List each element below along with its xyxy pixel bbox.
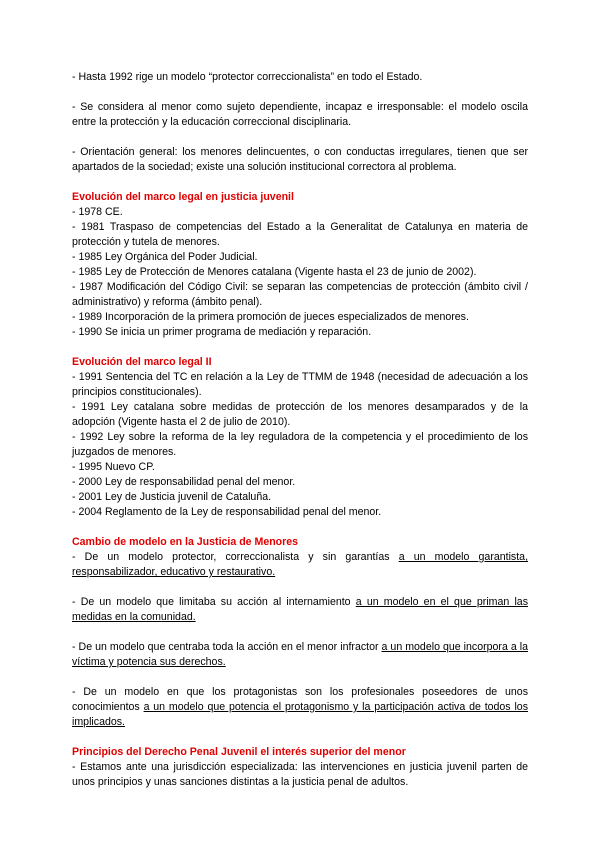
- list-item: - Estamos ante una jurisdicción especializada: las intervenciones en justicia juvenil parten de unos principios y unas sanciones distintas a la justicia penal de adultos.: [72, 761, 528, 788]
- list-item: - 1985 Ley Orgánica del Poder Judicial.: [72, 251, 258, 263]
- list-item: - 2000 Ley de responsabilidad penal del menor.: [72, 476, 296, 488]
- section-heading: Principios del Derecho Penal Juvenil el interés superior del menor: [72, 746, 406, 758]
- intro-paragraph-2: - Se considera al menor como sujeto dependiente, incapaz e irresponsable: el modelo oscila entre la protección y la educación correccional disciplinaria.: [72, 101, 528, 128]
- list-item: - 1987 Modificación del Código Civil: se separan las competencias de protección (ámbito civil / administrativo) y reforma (ámbito penal).: [72, 281, 528, 308]
- model-change-to: a un modelo garantista, responsabilizador, educativo y restaurativo.: [72, 551, 529, 578]
- list-item: - 1995 Nuevo CP.: [72, 461, 155, 473]
- section-heading: Evolución del marco legal II: [72, 356, 212, 368]
- list-item: - 1978 CE.: [72, 206, 123, 218]
- model-change-from: - De un modelo que limitaba su acción al internamiento: [72, 596, 356, 608]
- model-change-from: - De un modelo en que los protagonistas son los profesionales poseedores de unos conocimientos: [72, 686, 528, 713]
- list-item: - 1989 Incorporación de la primera promoción de jueces especializados de menores.: [72, 311, 469, 323]
- section-legal-framework-2: [72, 355, 528, 520]
- list-item: - 1991 Ley catalana sobre medidas de protección de los menores desamparados y de la adopción (Vigente hasta el 2 de julio de 2010).: [72, 401, 528, 428]
- list-item: - 1991 Sentencia del TC en relación a la Ley de TTMM de 1948 (necesidad de adecuación a los principios constitucionales).: [72, 371, 528, 398]
- document-page: [72, 70, 528, 790]
- list-item: - 2004 Reglamento de la Ley de responsabilidad penal del menor.: [72, 506, 382, 518]
- model-change-from: - De un modelo que centraba toda la acción en el menor infractor: [72, 641, 382, 653]
- model-change-to: a un modelo que potencia el protagonismo y la participación activa de todos los implicados.: [72, 701, 528, 728]
- list-item: - 1981 Traspaso de competencias del Estado a la Generalitat de Catalunya en materia de protección y tutela de menores.: [72, 221, 528, 248]
- section-legal-framework: [72, 190, 528, 340]
- section-principles: [72, 745, 528, 790]
- list-item: - 1985 Ley de Protección de Menores catalana (Vigente hasta el 23 de junio de 2002).: [72, 266, 477, 278]
- section-model-change: [72, 535, 528, 730]
- model-change-item: [72, 685, 528, 730]
- model-change-item: [72, 550, 528, 580]
- intro-paragraph-3: - Orientación general: los menores delincuentes, o con conductas irregulares, tienen que ser apartados de la sociedad; existe una solución institucional correctora al problema.: [72, 146, 528, 173]
- model-change-item: [72, 640, 528, 670]
- section-heading: Evolución del marco legal en justicia juvenil: [72, 191, 294, 203]
- list-item: - 1992 Ley sobre la reforma de la ley reguladora de la competencia y el procedimiento de los juzgados de menores.: [72, 431, 528, 458]
- model-change-item: [72, 595, 528, 625]
- intro-paragraph-1: - Hasta 1992 rige un modelo “protector correccionalista” en todo el Estado.: [72, 71, 423, 83]
- model-change-to: a un modelo que incorpora a la víctima y potencia sus derechos.: [72, 641, 529, 668]
- section-heading: Cambio de modelo en la Justicia de Menores: [72, 536, 299, 548]
- list-item: - 2001 Ley de Justicia juvenil de Cataluña.: [72, 491, 272, 503]
- model-change-from: - De un modelo protector, correccionalista y sin garantías: [72, 551, 399, 563]
- model-change-to: a un modelo en el que priman las medidas en la comunidad.: [72, 596, 528, 623]
- list-item: - 1990 Se inicia un primer programa de mediación y reparación.: [72, 326, 372, 338]
